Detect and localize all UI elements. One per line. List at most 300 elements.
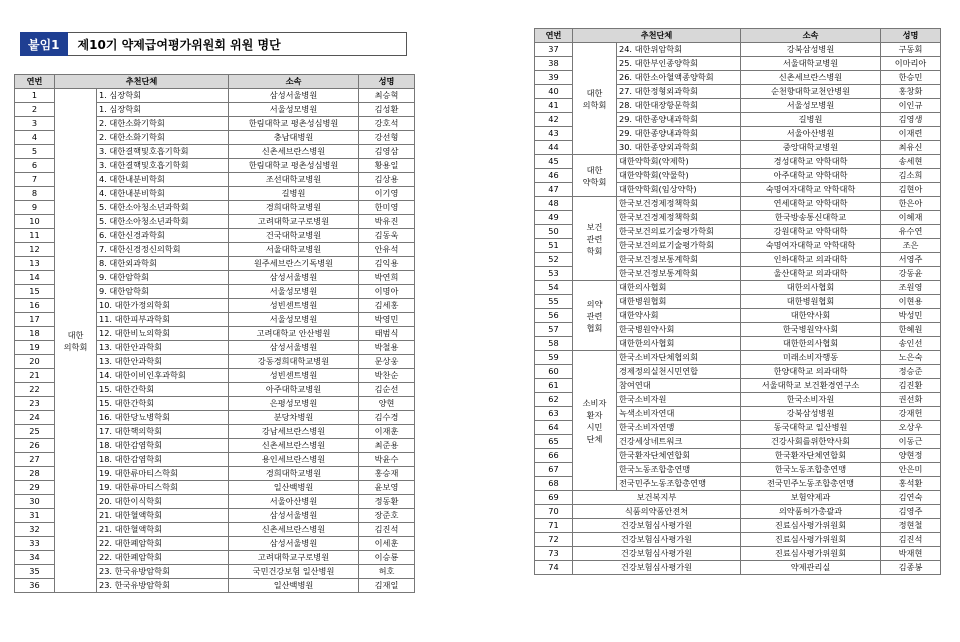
member-name: 최유신 <box>881 141 941 155</box>
org-name: 9. 대한암학회 <box>97 285 229 299</box>
member-name: 최준용 <box>359 439 415 453</box>
affiliation: 진료심사평가위원회 <box>741 519 881 533</box>
row-number: 65 <box>535 435 573 449</box>
member-name: 박찬순 <box>359 369 415 383</box>
row-number: 22 <box>15 383 55 397</box>
member-name: 이재훈 <box>359 425 415 439</box>
row-number: 31 <box>15 509 55 523</box>
affiliation: 삼성서울병원 <box>229 509 359 523</box>
row-number: 20 <box>15 355 55 369</box>
row-number: 73 <box>535 547 573 561</box>
org-name: 한국소비자원 <box>617 393 741 407</box>
affiliation: 대한의사협회 <box>741 281 881 295</box>
affiliation: 고려대학교 안산병원 <box>229 327 359 341</box>
org-name: 한국보건정보통계학회 <box>617 253 741 267</box>
affiliation: 미래소비자행동 <box>741 351 881 365</box>
org-name: 13. 대한안과학회 <box>97 341 229 355</box>
org-name: 28. 대한대장항문학회 <box>617 99 741 113</box>
row-number: 27 <box>15 453 55 467</box>
member-name: 한혜원 <box>881 323 941 337</box>
affiliation: 강남세브란스병원 <box>229 425 359 439</box>
member-name: 정승준 <box>881 365 941 379</box>
header-no: 연번 <box>15 75 55 89</box>
row-number: 34 <box>15 551 55 565</box>
row-number: 51 <box>535 239 573 253</box>
affiliation: 대한약사회 <box>741 309 881 323</box>
org-name: 4. 대한내분비학회 <box>97 187 229 201</box>
affiliation: 연세대학교 약학대학 <box>741 197 881 211</box>
affiliation: 의약품허가총괄과 <box>741 505 881 519</box>
affiliation: 서울성모병원 <box>741 99 881 113</box>
org-name: 한국소비자연맹 <box>617 421 741 435</box>
row-number: 18 <box>15 327 55 341</box>
row-number: 14 <box>15 271 55 285</box>
org-name: 15. 대한간학회 <box>97 383 229 397</box>
member-name: 정현철 <box>881 519 941 533</box>
row-number: 57 <box>535 323 573 337</box>
affiliation: 은평성모병원 <box>229 397 359 411</box>
member-name: 김영생 <box>881 113 941 127</box>
affiliation: 서울대학교병원 <box>229 243 359 257</box>
org-name: 1. 심장학회 <box>97 103 229 117</box>
member-name: 박영민 <box>359 313 415 327</box>
row-number: 26 <box>15 439 55 453</box>
table-row <box>535 155 941 169</box>
org-name: 한국보건의료기술평가학회 <box>617 225 741 239</box>
affiliation: 한양대학교 의과대학 <box>741 365 881 379</box>
org-name: 건강보험심사평가원 <box>573 519 741 533</box>
affiliation: 일산백병원 <box>229 579 359 593</box>
member-name: 문상웅 <box>359 355 415 369</box>
member-name: 김소희 <box>881 169 941 183</box>
affiliation: 한국환자단체연합회 <box>741 449 881 463</box>
table-row <box>15 89 415 103</box>
org-name: 13. 대한안과학회 <box>97 355 229 369</box>
affiliation: 대한한의사협회 <box>741 337 881 351</box>
org-name: 한국환자단체연합회 <box>617 449 741 463</box>
member-name: 송인선 <box>881 337 941 351</box>
affiliation: 서울아산병원 <box>229 495 359 509</box>
org-name: 8. 대한외과학회 <box>97 257 229 271</box>
row-number: 53 <box>535 267 573 281</box>
row-number: 69 <box>535 491 573 505</box>
row-number: 7 <box>15 173 55 187</box>
org-name: 25. 대한부인종양학회 <box>617 57 741 71</box>
row-number: 62 <box>535 393 573 407</box>
row-number: 71 <box>535 519 573 533</box>
member-name: 박철용 <box>359 341 415 355</box>
affiliation: 삼성서울병원 <box>229 271 359 285</box>
row-number: 70 <box>535 505 573 519</box>
org-name: 14. 대한이비인후과학회 <box>97 369 229 383</box>
member-name: 이인규 <box>881 99 941 113</box>
row-number: 41 <box>535 99 573 113</box>
affiliation: 충남대병원 <box>229 131 359 145</box>
affiliation: 서울대학교병원 <box>741 57 881 71</box>
table-row <box>535 547 941 561</box>
org-name: 건강보험심사평가원 <box>573 533 741 547</box>
member-name: 박윤수 <box>359 453 415 467</box>
member-name: 김진환 <box>881 379 941 393</box>
row-number: 6 <box>15 159 55 173</box>
member-name: 송세현 <box>881 155 941 169</box>
affiliation: 강북삼성병원 <box>741 43 881 57</box>
org-name: 22. 대한폐암학회 <box>97 537 229 551</box>
member-name: 이동근 <box>881 435 941 449</box>
org-name: 대한병원협회 <box>617 295 741 309</box>
row-number: 46 <box>535 169 573 183</box>
row-number: 8 <box>15 187 55 201</box>
member-name: 서영주 <box>881 253 941 267</box>
row-number: 37 <box>535 43 573 57</box>
affiliation: 성빈센트병원 <box>229 369 359 383</box>
org-name: 3. 대한결핵및호흡기학회 <box>97 159 229 173</box>
member-name: 태범식 <box>359 327 415 341</box>
member-name: 홍석환 <box>881 477 941 491</box>
member-name: 김영주 <box>881 505 941 519</box>
row-number: 25 <box>15 425 55 439</box>
row-number: 3 <box>15 117 55 131</box>
row-number: 10 <box>15 215 55 229</box>
org-name: 16. 대한당뇨병학회 <box>97 411 229 425</box>
affiliation: 아주대학교병원 <box>229 383 359 397</box>
row-number: 74 <box>535 561 573 575</box>
row-number: 44 <box>535 141 573 155</box>
row-number: 50 <box>535 225 573 239</box>
member-name: 강선형 <box>359 131 415 145</box>
member-name: 강호석 <box>359 117 415 131</box>
row-number: 38 <box>535 57 573 71</box>
table-row <box>535 43 941 57</box>
row-number: 40 <box>535 85 573 99</box>
member-name: 양현정 <box>881 449 941 463</box>
member-name: 양현 <box>359 397 415 411</box>
row-number: 56 <box>535 309 573 323</box>
affiliation: 아주대학교 약학대학 <box>741 169 881 183</box>
affiliation: 분당차병원 <box>229 411 359 425</box>
document-title: 제10기 약제급여평가위원회 위원 명단 <box>68 32 407 56</box>
affiliation: 용인세브란스병원 <box>229 453 359 467</box>
row-number: 5 <box>15 145 55 159</box>
affiliation: 인하대학교 의과대학 <box>741 253 881 267</box>
affiliation: 삼성서울병원 <box>229 537 359 551</box>
row-number: 52 <box>535 253 573 267</box>
member-name: 김익용 <box>359 257 415 271</box>
row-number: 59 <box>535 351 573 365</box>
row-number: 60 <box>535 365 573 379</box>
member-name: 홍승재 <box>359 467 415 481</box>
org-name: 30. 대한종양외과학회 <box>617 141 741 155</box>
member-name: 김동욱 <box>359 229 415 243</box>
org-name: 9. 대한암학회 <box>97 271 229 285</box>
row-number: 11 <box>15 229 55 243</box>
row-number: 45 <box>535 155 573 169</box>
org-name: 녹색소비자연대 <box>617 407 741 421</box>
member-name: 허호 <box>359 565 415 579</box>
org-name: 21. 대한혈액학회 <box>97 509 229 523</box>
table-row <box>535 505 941 519</box>
affiliation: 보험약제과 <box>741 491 881 505</box>
affiliation: 한국방송통신대학교 <box>741 211 881 225</box>
org-name: 경제정의실천시민연합 <box>617 365 741 379</box>
affiliation: 삼성서울병원 <box>229 89 359 103</box>
org-name: 15. 대한간학회 <box>97 397 229 411</box>
org-name: 한국소비자단체협의회 <box>617 351 741 365</box>
row-number: 19 <box>15 341 55 355</box>
org-name: 29. 대한종양내과학회 <box>617 127 741 141</box>
row-number: 54 <box>535 281 573 295</box>
org-name: 19. 대한류마티스학회 <box>97 467 229 481</box>
member-name: 한승민 <box>881 71 941 85</box>
member-name: 김진석 <box>359 523 415 537</box>
row-number: 43 <box>535 127 573 141</box>
table-header-row <box>535 29 941 43</box>
row-number: 2 <box>15 103 55 117</box>
affiliation: 국민건강보험 일산병원 <box>229 565 359 579</box>
member-name: 이마리아 <box>881 57 941 71</box>
row-number: 42 <box>535 113 573 127</box>
member-name: 노은숙 <box>881 351 941 365</box>
row-number: 1 <box>15 89 55 103</box>
member-name: 김상용 <box>359 173 415 187</box>
affiliation: 경성대학교 약학대학 <box>741 155 881 169</box>
affiliation: 경희대학교병원 <box>229 201 359 215</box>
member-name: 김진석 <box>881 533 941 547</box>
header-org: 추천단체 <box>55 75 229 89</box>
table-row <box>535 519 941 533</box>
affiliation: 강북삼성병원 <box>741 407 881 421</box>
member-name: 김세홍 <box>359 299 415 313</box>
member-name: 권선화 <box>881 393 941 407</box>
row-number: 32 <box>15 523 55 537</box>
row-number: 48 <box>535 197 573 211</box>
member-name: 장준호 <box>359 509 415 523</box>
org-name: 건강보험심사평가원 <box>573 561 741 575</box>
org-name: 식품의약품안전처 <box>573 505 741 519</box>
row-number: 29 <box>15 481 55 495</box>
org-name: 대한의사협회 <box>617 281 741 295</box>
affiliation: 진료심사평가위원회 <box>741 547 881 561</box>
member-name: 조원영 <box>881 281 941 295</box>
affiliation: 서울아산병원 <box>741 127 881 141</box>
org-name: 5. 대한소아청소년과학회 <box>97 201 229 215</box>
member-name: 김재일 <box>359 579 415 593</box>
row-number: 55 <box>535 295 573 309</box>
row-number: 72 <box>535 533 573 547</box>
member-name: 김순선 <box>359 383 415 397</box>
header-aff: 소속 <box>741 29 881 43</box>
affiliation: 한국병원약사회 <box>741 323 881 337</box>
org-name: 29. 대한종양내과학회 <box>617 113 741 127</box>
org-name: 24. 대한위암학회 <box>617 43 741 57</box>
org-name: 22. 대한폐암학회 <box>97 551 229 565</box>
header-org: 추천단체 <box>573 29 741 43</box>
row-number: 64 <box>535 421 573 435</box>
member-name: 한미영 <box>359 201 415 215</box>
table-row <box>535 197 941 211</box>
member-name: 한은아 <box>881 197 941 211</box>
org-name: 4. 대한내분비학회 <box>97 173 229 187</box>
group-label: 대한 의학회 <box>55 89 97 593</box>
affiliation: 약제관리실 <box>741 561 881 575</box>
org-name: 19. 대한류마티스학회 <box>97 481 229 495</box>
org-name: 10. 대한가정의학회 <box>97 299 229 313</box>
affiliation: 강원대학교 약학대학 <box>741 225 881 239</box>
affiliation: 신촌세브란스병원 <box>229 523 359 537</box>
org-name: 7. 대한신경정신의학회 <box>97 243 229 257</box>
member-name: 이승룡 <box>359 551 415 565</box>
affiliation: 삼성서울병원 <box>229 341 359 355</box>
member-name: 김수경 <box>359 411 415 425</box>
group-label: 보건 관련 학회 <box>573 197 617 281</box>
member-name: 이기영 <box>359 187 415 201</box>
members-table-right <box>534 28 941 575</box>
org-name: 3. 대한결핵및호흡기학회 <box>97 145 229 159</box>
org-name: 21. 대한혈액학회 <box>97 523 229 537</box>
table-header-row <box>15 75 415 89</box>
affiliation: 서울대학교 보건환경연구소 <box>741 379 881 393</box>
row-number: 33 <box>15 537 55 551</box>
row-number: 47 <box>535 183 573 197</box>
table-row <box>535 281 941 295</box>
org-name: 2. 대한소화기학회 <box>97 117 229 131</box>
member-name: 강재헌 <box>881 407 941 421</box>
org-name: 5. 대한소아청소년과학회 <box>97 215 229 229</box>
org-name: 참여연대 <box>617 379 741 393</box>
row-number: 61 <box>535 379 573 393</box>
header-name: 성명 <box>881 29 941 43</box>
header-aff: 소속 <box>229 75 359 89</box>
affiliation: 한림대학교 평촌성심병원 <box>229 159 359 173</box>
row-number: 39 <box>535 71 573 85</box>
member-name: 이명아 <box>359 285 415 299</box>
org-name: 6. 대한신경과학회 <box>97 229 229 243</box>
affiliation: 신촌세브란스병원 <box>229 145 359 159</box>
affiliation: 한국소비자원 <box>741 393 881 407</box>
org-name: 한국보건의료기술평가학회 <box>617 239 741 253</box>
row-number: 4 <box>15 131 55 145</box>
org-name: 한국병원약사회 <box>617 323 741 337</box>
org-name: 대한약사회 <box>617 309 741 323</box>
member-name: 김연숙 <box>881 491 941 505</box>
header-no: 연번 <box>535 29 573 43</box>
org-name: 18. 대한감염학회 <box>97 453 229 467</box>
member-name: 유수연 <box>881 225 941 239</box>
member-name: 박성민 <box>881 309 941 323</box>
org-name: 1. 심장학회 <box>97 89 229 103</box>
affiliation: 울산대학교 의과대학 <box>741 267 881 281</box>
group-label: 소비자 환자 시민 단체 <box>573 351 617 491</box>
row-number: 35 <box>15 565 55 579</box>
member-name: 김현아 <box>881 183 941 197</box>
member-name: 정동환 <box>359 495 415 509</box>
affiliation: 길병원 <box>229 187 359 201</box>
affiliation: 숙명여자대학교 약학대학 <box>741 239 881 253</box>
row-number: 68 <box>535 477 573 491</box>
member-name: 이세훈 <box>359 537 415 551</box>
org-name: 한국노동조합총연맹 <box>617 463 741 477</box>
row-number: 12 <box>15 243 55 257</box>
org-name: 26. 대한소아혈액종양학회 <box>617 71 741 85</box>
member-name: 황용일 <box>359 159 415 173</box>
table-row <box>535 351 941 365</box>
affiliation: 일산백병원 <box>229 481 359 495</box>
row-number: 21 <box>15 369 55 383</box>
org-name: 건강보험심사평가원 <box>573 547 741 561</box>
org-name: 20. 대한이식학회 <box>97 495 229 509</box>
org-name: 대한약학회(임상약학) <box>617 183 741 197</box>
affiliation: 건국대학교병원 <box>229 229 359 243</box>
affiliation: 한림대학교 평촌성심병원 <box>229 117 359 131</box>
affiliation: 중앙대학교병원 <box>741 141 881 155</box>
affiliation: 경희대학교병원 <box>229 467 359 481</box>
header-name: 성명 <box>359 75 415 89</box>
member-name: 홍창화 <box>881 85 941 99</box>
affiliation: 서울성모병원 <box>229 285 359 299</box>
affiliation: 전국민주노동조합총연맹 <box>741 477 881 491</box>
row-number: 23 <box>15 397 55 411</box>
org-name: 한국보건정보통계학회 <box>617 267 741 281</box>
org-name: 23. 한국유방암학회 <box>97 579 229 593</box>
member-name: 이재련 <box>881 127 941 141</box>
org-name: 전국민주노동조합총연맹 <box>617 477 741 491</box>
org-name: 11. 대한피부과학회 <box>97 313 229 327</box>
attachment-tag: 붙임1 <box>20 32 68 56</box>
row-number: 16 <box>15 299 55 313</box>
org-name: 대한약학회(약물학) <box>617 169 741 183</box>
row-number: 28 <box>15 467 55 481</box>
org-name: 27. 대한정형외과학회 <box>617 85 741 99</box>
member-name: 김영삼 <box>359 145 415 159</box>
row-number: 30 <box>15 495 55 509</box>
org-name: 한국보건경제정책학회 <box>617 197 741 211</box>
org-name: 2. 대한소화기학회 <box>97 131 229 145</box>
org-name: 23. 한국유방암학회 <box>97 565 229 579</box>
affiliation: 동국대학교 일산병원 <box>741 421 881 435</box>
org-name: 한국보건경제정책학회 <box>617 211 741 225</box>
table-row <box>535 491 941 505</box>
affiliation: 길병원 <box>741 113 881 127</box>
org-name: 17. 대한핵의학회 <box>97 425 229 439</box>
member-name: 조은 <box>881 239 941 253</box>
org-name: 대한한의사협회 <box>617 337 741 351</box>
affiliation: 숙명여자대학교 약학대학 <box>741 183 881 197</box>
affiliation: 한국노동조합총연맹 <box>741 463 881 477</box>
table-row <box>535 533 941 547</box>
member-name: 김성환 <box>359 103 415 117</box>
row-number: 49 <box>535 211 573 225</box>
affiliation: 조선대학교병원 <box>229 173 359 187</box>
row-number: 13 <box>15 257 55 271</box>
affiliation: 강동경희대학교병원 <box>229 355 359 369</box>
affiliation: 서울성모병원 <box>229 103 359 117</box>
row-number: 63 <box>535 407 573 421</box>
row-number: 67 <box>535 463 573 477</box>
member-name: 이혜재 <box>881 211 941 225</box>
row-number: 15 <box>15 285 55 299</box>
org-name: 12. 대한비뇨의학회 <box>97 327 229 341</box>
row-number: 17 <box>15 313 55 327</box>
member-name: 안유석 <box>359 243 415 257</box>
affiliation: 고려대학교구로병원 <box>229 215 359 229</box>
affiliation: 신촌세브란스병원 <box>741 71 881 85</box>
member-name: 강동윤 <box>881 267 941 281</box>
affiliation: 진료심사평가위원회 <box>741 533 881 547</box>
affiliation: 건강사회를위한약사회 <box>741 435 881 449</box>
org-name: 18. 대한감염학회 <box>97 439 229 453</box>
group-label: 대한 의학회 <box>573 43 617 155</box>
document-title-bar <box>20 32 407 56</box>
